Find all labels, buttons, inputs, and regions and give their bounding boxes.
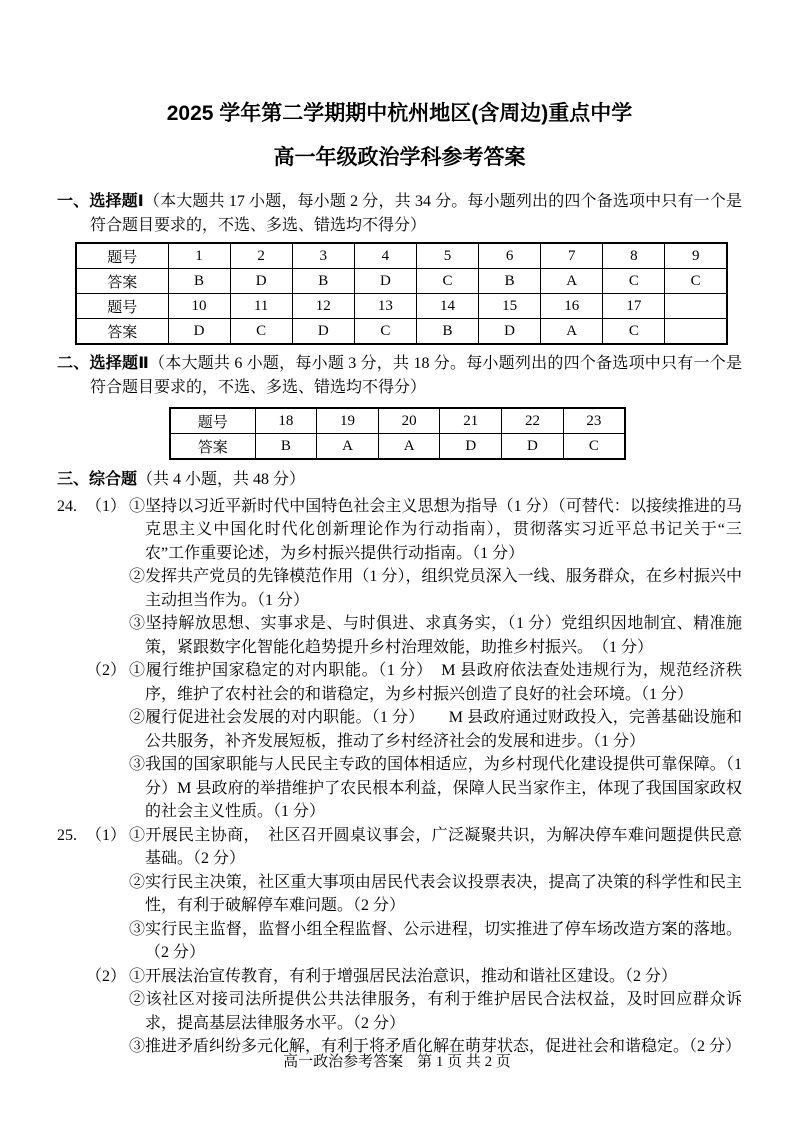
answer-header: 答案	[170, 434, 255, 460]
answer-item: ③坚持解放思想、实事求是、与时俱进、求真务实，（1 分）党组织因地制宜、精准施策，紧跟数字化智能化趋势提升乡村治理效能，助推乡村振兴。 （1 分）	[129, 615, 742, 656]
qnum-cell: 17	[603, 294, 665, 319]
exam-subtitle: 高一年级政治学科参考答案	[273, 146, 526, 169]
qnum-cell: 6	[479, 243, 541, 269]
answer-cell: D	[168, 319, 230, 345]
answer-item: ②发挥共产党员的先锋模范作用（1 分），组织党员深入一线、服务群众，在乡村振兴中主动担当作为。（1 分）	[129, 568, 742, 609]
qnum-cell: 10	[168, 294, 230, 319]
question-number-header: 题号	[170, 408, 255, 434]
answer-cell: B	[292, 269, 354, 294]
section-choice2-heading	[57, 352, 742, 399]
section-number: 一、	[57, 193, 90, 210]
part-label: （2）	[86, 967, 127, 985]
answer-cell: D	[292, 319, 354, 345]
qnum-cell: 8	[603, 243, 665, 269]
qnum-cell: 19	[317, 408, 379, 434]
question-24-part-1	[57, 495, 742, 660]
qnum-cell: 15	[479, 294, 541, 319]
answer-header: 答案	[76, 269, 168, 294]
qnum-cell: 14	[416, 294, 478, 319]
section-description: （本大题共 6 小题，每小题 3 分，共 18 分。每小题列出的四个备选项中只有一个是符合题目要求的，不选、多选、错选均不得分）	[90, 355, 742, 396]
qnum-cell: 11	[230, 294, 292, 319]
answer-item: ②履行促进社会发展的对内职能。（1 分） M 县政府通过财政投入，完善基础设施和公共服务，补齐发展短板，推动了乡村经济社会的发展和进步。（1 分）	[129, 709, 742, 750]
part-label: （1）	[86, 826, 127, 844]
answer-cell: C	[603, 319, 665, 345]
question-number: 24.	[57, 497, 77, 515]
table-row	[170, 408, 625, 434]
answer-cell	[665, 319, 727, 345]
answer-item: ①坚持以习近平新时代中国特色社会主义思想为指导（1 分）（可替代：以接续推进的马克思主义中国化时代化创新理论作为行动指南），贯彻落实习近平总书记关于“三农”工作重要论述，为乡村振兴提供行动指南。（1 分）	[129, 497, 742, 562]
qnum-cell	[665, 294, 727, 319]
answer-cell: A	[541, 269, 603, 294]
answer-cell: C	[354, 319, 416, 345]
answer-item: ③我国的国家职能与人民民主专政的国体相适应，为乡村现代化建设提供可靠保障。（1 分）M 县政府的举措维护了农民根本利益，保障人民当家作主，体现了我国国家政权的社会主义性质。（1 分）	[129, 756, 742, 820]
answer-cell: A	[317, 434, 379, 460]
question-number-header: 题号	[76, 294, 168, 319]
qnum-cell: 21	[440, 408, 502, 434]
qnum-cell: 5	[416, 243, 478, 269]
answer-items	[129, 659, 742, 824]
answer-cell: B	[168, 269, 230, 294]
answer-cell: B	[479, 269, 541, 294]
section-number: 二、	[57, 355, 90, 372]
question-number: 25.	[57, 826, 77, 844]
table-row	[170, 434, 625, 460]
answer-header: 答案	[76, 319, 168, 345]
answer-cell: B	[416, 319, 478, 345]
qnum-cell: 20	[378, 408, 440, 434]
table-row	[76, 319, 727, 345]
qnum-cell: 12	[292, 294, 354, 319]
question-25	[57, 824, 742, 1059]
section-choice1-heading	[57, 190, 742, 237]
section-comprehensive-heading	[57, 468, 742, 492]
section-title: 选择题Ⅰ	[89, 193, 144, 210]
part-label: （1）	[86, 497, 127, 515]
qnum-cell: 22	[502, 408, 564, 434]
answer-items	[129, 495, 742, 660]
answer-item: ③实行民主监督，监督小组全程监督、公示进程，切实推进了停车场改造方案的落地。（2 分）	[129, 920, 742, 961]
qnum-cell: 4	[354, 243, 416, 269]
question-24-part-2	[57, 659, 742, 824]
qnum-cell: 7	[541, 243, 603, 269]
answer-item: ②该社区对接司法所提供公共法律服务，有利于维护居民合法权益，及时回应群众诉求，提高基层法律服务水平。（2 分）	[129, 991, 742, 1032]
question-25-part-1	[57, 824, 742, 965]
qnum-cell: 9	[665, 243, 727, 269]
question-number-header: 题号	[76, 243, 168, 269]
table-row	[76, 294, 727, 319]
part-label: （2）	[86, 662, 127, 679]
answer-cell: D	[440, 434, 502, 460]
qnum-cell: 2	[230, 243, 292, 269]
qnum-cell: 18	[255, 408, 317, 434]
question-25-part-2	[57, 965, 742, 1059]
section-description: （共 4 小题，共 48 分）	[137, 471, 306, 488]
qnum-cell: 16	[541, 294, 603, 319]
exam-title: 2025 学年第二学期期中杭州地区(含周边)重点中学	[166, 102, 633, 125]
section-number: 三、	[57, 471, 90, 488]
page-footer	[0, 1051, 794, 1073]
choice1-answer-table	[75, 242, 728, 345]
qnum-cell: 23	[563, 408, 625, 434]
section-title: 综合题	[89, 471, 138, 488]
qnum-cell: 3	[292, 243, 354, 269]
answer-cell: C	[665, 269, 727, 294]
choice2-answer-table	[169, 407, 626, 460]
answer-cell: C	[230, 319, 292, 345]
answer-cell: B	[255, 434, 317, 460]
answer-item: ①开展民主协商， 社区召开圆桌议事会，广泛凝聚共识，为解决停车难问题提供民意基础。（2 分）	[129, 826, 742, 867]
answer-cell: D	[354, 269, 416, 294]
answer-cell: C	[603, 269, 665, 294]
answer-item: ③推进矛盾纠纷多元化解，有利于将矛盾化解在萌芽状态，促进社会和谐稳定。（2 分）	[129, 1038, 742, 1055]
answer-cell: D	[230, 269, 292, 294]
answer-item: ②实行民主决策，社区重大事项由居民代表会议投票表决，提高了决策的科学性和民主性，有利于破解停车难问题。（2 分）	[129, 873, 742, 914]
footer-page-info: 第 1 页 共 2 页	[417, 1054, 511, 1070]
answer-cell: C	[416, 269, 478, 294]
table-row	[76, 269, 727, 294]
footer-doc-label: 高一政治参考答案	[283, 1054, 404, 1070]
answer-item: ①履行维护国家稳定的对内职能。（1 分） M 县政府依法查处违规行为，规范经济秩序，维护了农村社会的和谐稳定，为乡村振兴创造了良好的社会环境。（1 分）	[129, 662, 742, 703]
section-title: 选择题Ⅱ	[89, 355, 149, 372]
question-24	[57, 495, 742, 824]
qnum-cell: 1	[168, 243, 230, 269]
answer-cell: C	[563, 434, 625, 460]
answer-items	[129, 824, 742, 965]
table-row	[76, 243, 727, 269]
qnum-cell: 13	[354, 294, 416, 319]
answer-items	[129, 965, 742, 1059]
answer-cell: D	[502, 434, 564, 460]
answer-cell: D	[479, 319, 541, 345]
answer-item: ①开展法治宣传教育，有利于增强居民法治意识，推动和谐社区建设。（2 分）	[129, 967, 678, 985]
answer-cell: A	[541, 319, 603, 345]
section-description: （本大题共 17 小题，每小题 2 分，共 34 分。每小题列出的四个备选项中只有一个是符合题目要求的，不选、多选、错选均不得分）	[90, 193, 742, 234]
answer-cell: A	[378, 434, 440, 460]
